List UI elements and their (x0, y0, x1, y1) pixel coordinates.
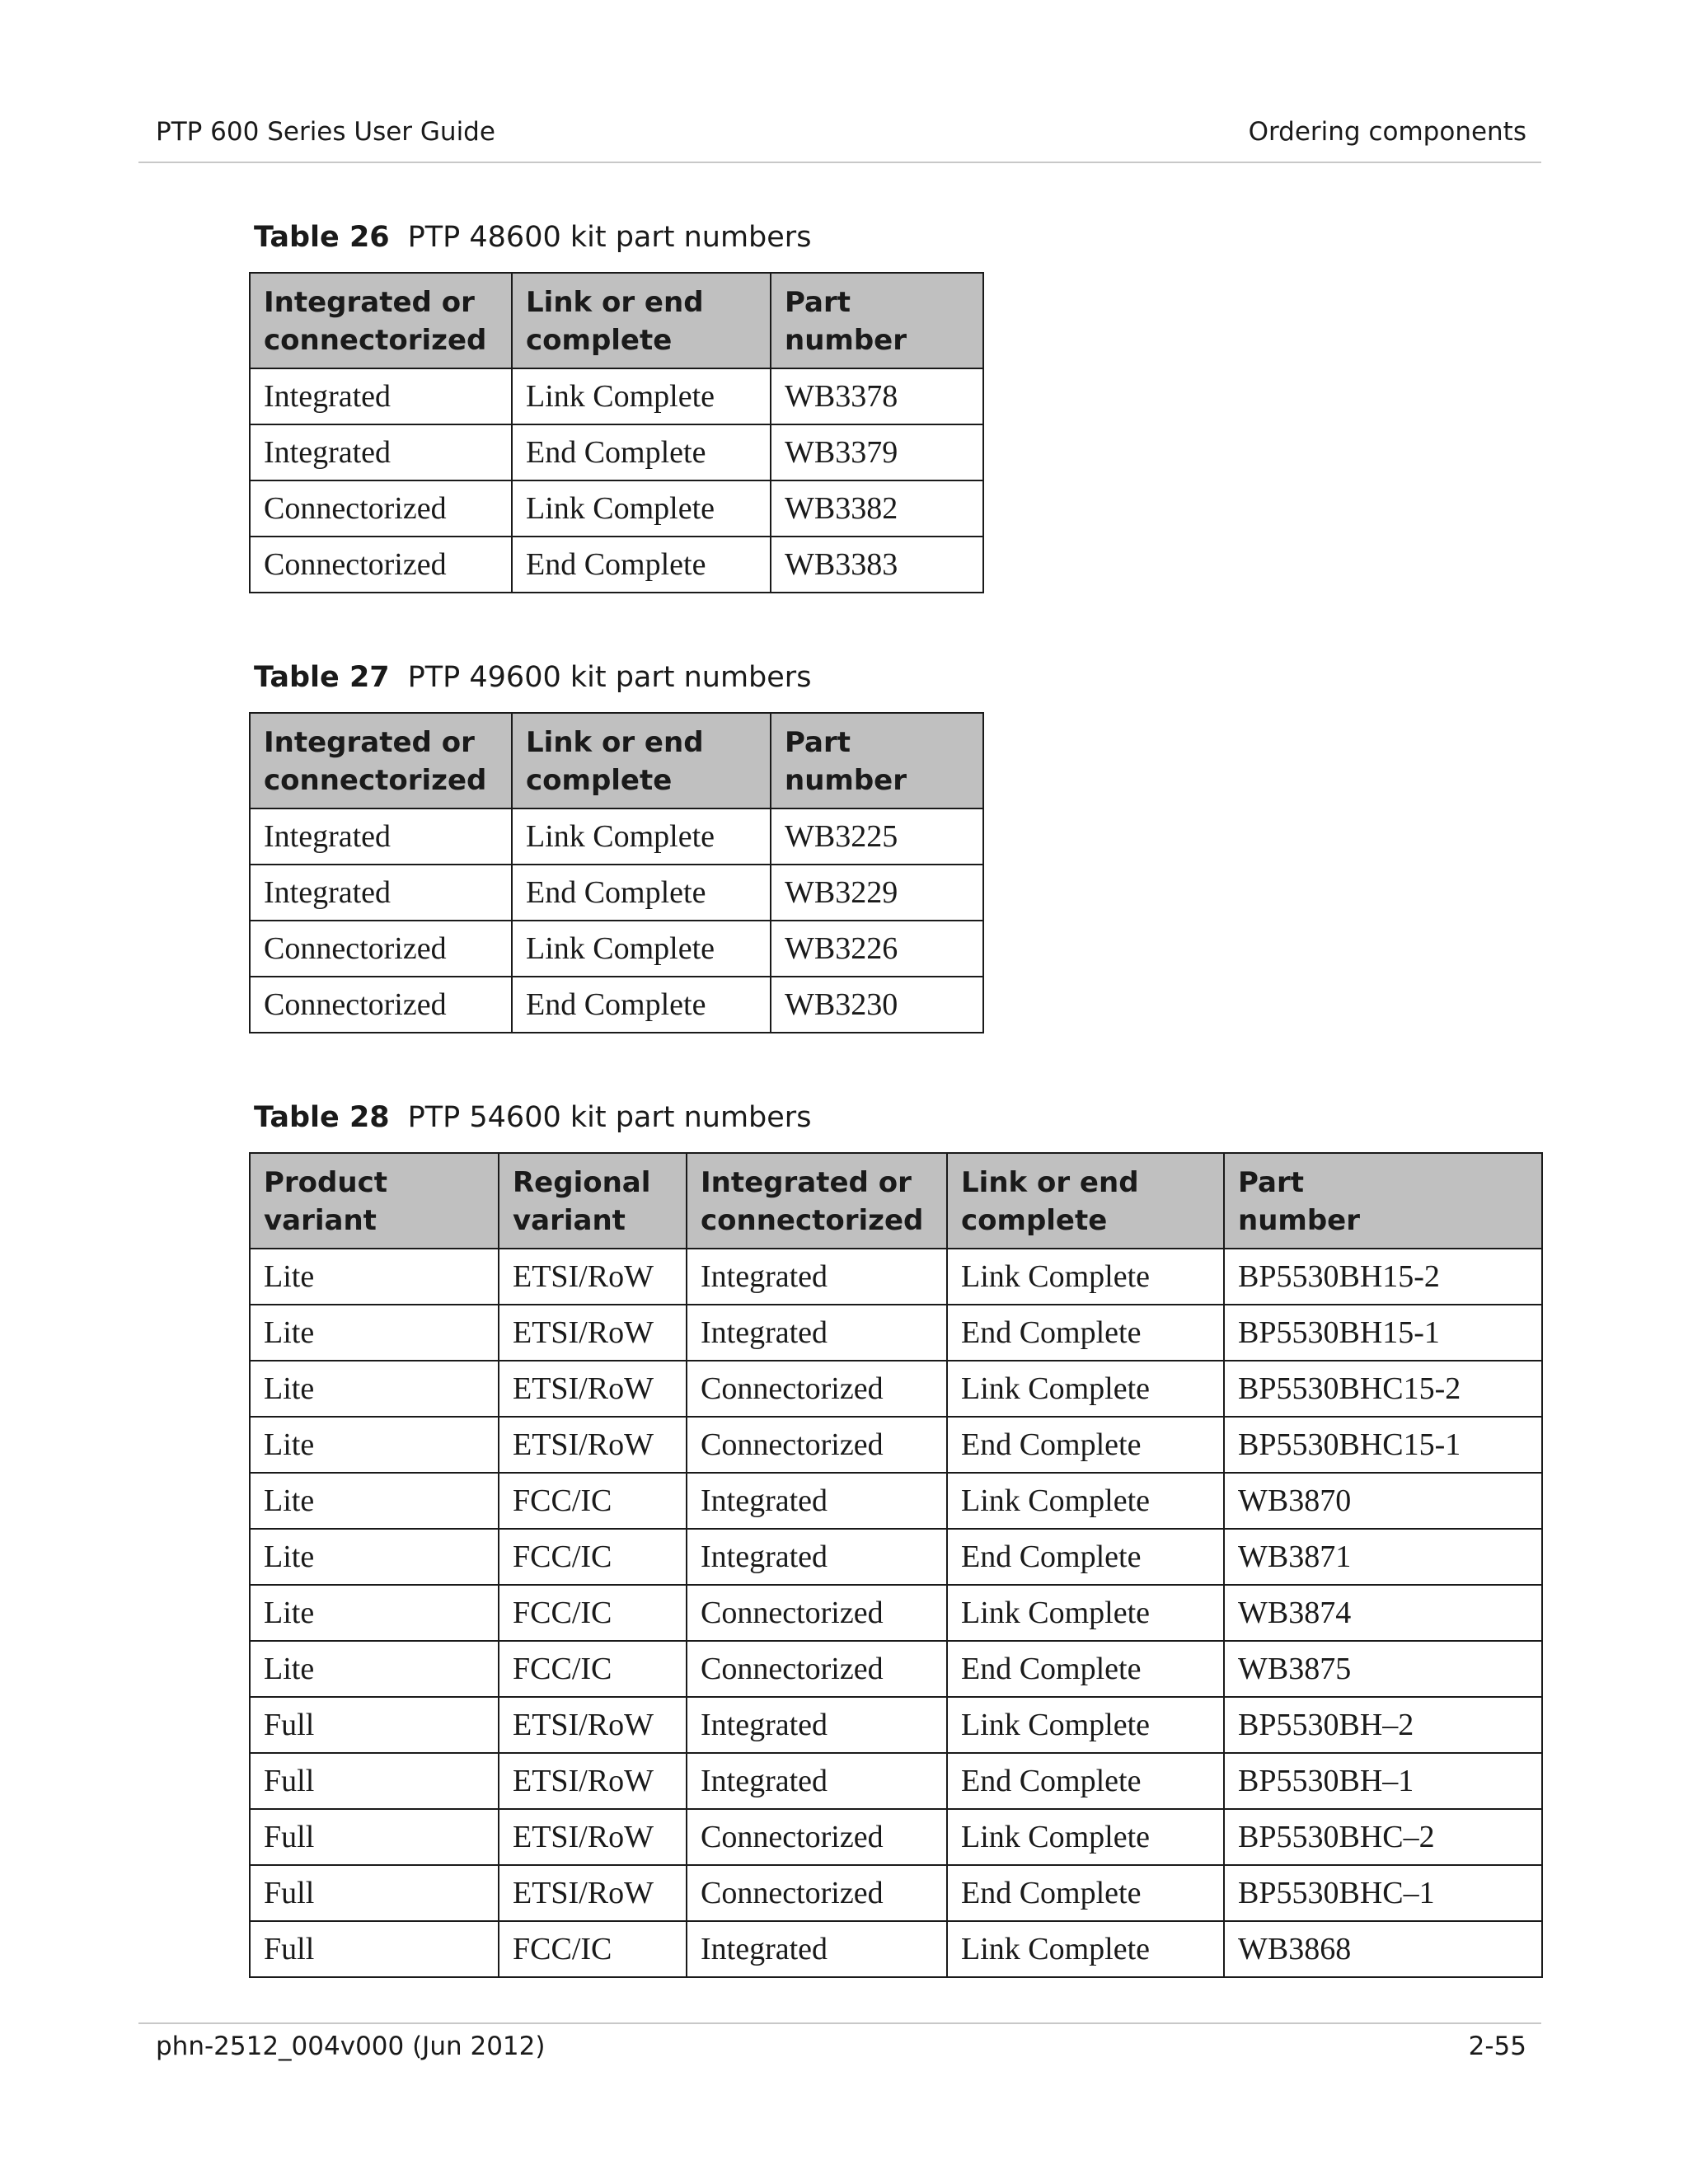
table-row (250, 1305, 1542, 1361)
table-cell: Link Complete (947, 1361, 1224, 1417)
footer-doc-id: phn-2512_004v000 (Jun 2012) (156, 2032, 546, 2061)
table-cell: Lite (250, 1361, 499, 1417)
table-cell: Link Complete (947, 1697, 1224, 1753)
table-cell: Lite (250, 1641, 499, 1697)
table-cell: End Complete (947, 1753, 1224, 1809)
table-cell: Integrated (687, 1529, 947, 1585)
table-26-caption (254, 218, 984, 257)
table-row (250, 1921, 1542, 1977)
table-27-title: PTP 49600 kit part numbers (407, 661, 812, 694)
table-row (250, 1809, 1542, 1865)
table-cell: Connectorized (250, 921, 512, 977)
table-cell: BP5530BH15-2 (1224, 1249, 1542, 1305)
table-row (250, 1865, 1542, 1921)
table-cell: Link Complete (947, 1809, 1224, 1865)
table-cell: Integrated (687, 1921, 947, 1977)
table-cell: WB3871 (1224, 1529, 1542, 1585)
column-header: Link or end complete (512, 273, 771, 368)
table-row (250, 368, 983, 424)
table-cell: Integrated (250, 368, 512, 424)
table-cell: End Complete (512, 537, 771, 593)
column-header: Part number (771, 713, 983, 808)
table-cell: BP5530BHC15-2 (1224, 1361, 1542, 1417)
table-cell: FCC/IC (499, 1921, 687, 1977)
table-cell: ETSI/RoW (499, 1697, 687, 1753)
column-header: Part number (771, 273, 983, 368)
table-cell: End Complete (947, 1641, 1224, 1697)
table-26-title: PTP 48600 kit part numbers (407, 221, 812, 254)
table-cell: Link Complete (947, 1585, 1224, 1641)
table-cell: WB3382 (771, 480, 983, 537)
table-cell: Integrated (687, 1305, 947, 1361)
table-row (250, 1417, 1542, 1473)
table-cell: Link Complete (512, 368, 771, 424)
table-cell: Lite (250, 1585, 499, 1641)
table-header-row (250, 1153, 1542, 1249)
table-cell: FCC/IC (499, 1529, 687, 1585)
table-cell: Link Complete (947, 1473, 1224, 1529)
table-row (250, 1753, 1542, 1809)
table-cell: Connectorized (250, 537, 512, 593)
table-row (250, 808, 983, 865)
table-row (250, 1697, 1542, 1753)
table-cell: Link Complete (512, 921, 771, 977)
table-row (250, 480, 983, 537)
table-cell: WB3870 (1224, 1473, 1542, 1529)
table-cell: Connectorized (687, 1809, 947, 1865)
table-row (250, 537, 983, 593)
table-cell: BP5530BHC–2 (1224, 1809, 1542, 1865)
column-header: Regional variant (499, 1153, 687, 1249)
table-cell: Connectorized (687, 1417, 947, 1473)
table-28-title: PTP 54600 kit part numbers (407, 1101, 812, 1134)
footer-divider (138, 2022, 1541, 2024)
table-cell: Link Complete (512, 480, 771, 537)
table-cell: Lite (250, 1473, 499, 1529)
table-cell: WB3378 (771, 368, 983, 424)
header-section-title: Ordering components (1248, 117, 1526, 147)
table-cell: ETSI/RoW (499, 1361, 687, 1417)
table-cell: WB3868 (1224, 1921, 1542, 1977)
table-header-row (250, 713, 983, 808)
table-cell: Connectorized (687, 1361, 947, 1417)
table-26-block (249, 218, 984, 593)
footer-page-number: 2-55 (1468, 2032, 1526, 2061)
table-27 (249, 712, 984, 1033)
table-27-block (249, 658, 984, 1033)
table-row (250, 921, 983, 977)
table-cell: ETSI/RoW (499, 1249, 687, 1305)
table-cell: Lite (250, 1305, 499, 1361)
table-cell: Connectorized (687, 1641, 947, 1697)
table-cell: End Complete (947, 1529, 1224, 1585)
table-row (250, 1249, 1542, 1305)
table-cell: FCC/IC (499, 1585, 687, 1641)
table-cell: BP5530BH–1 (1224, 1753, 1542, 1809)
table-row (250, 977, 983, 1033)
page-header (156, 114, 1526, 150)
table-cell: End Complete (512, 424, 771, 480)
table-cell: Connectorized (687, 1585, 947, 1641)
table-cell: BP5530BH–2 (1224, 1697, 1542, 1753)
table-cell: Integrated (250, 808, 512, 865)
table-cell: BP5530BHC–1 (1224, 1865, 1542, 1921)
table-cell: Integrated (687, 1697, 947, 1753)
table-cell: Lite (250, 1529, 499, 1585)
column-header: Integrated or connectorized (250, 273, 512, 368)
table-cell: Integrated (687, 1249, 947, 1305)
table-cell: Link Complete (947, 1921, 1224, 1977)
table-cell: BP5530BH15-1 (1224, 1305, 1542, 1361)
header-doc-title: PTP 600 Series User Guide (156, 117, 495, 147)
table-cell: WB3874 (1224, 1585, 1542, 1641)
table-row (250, 1529, 1542, 1585)
column-header: Part number (1224, 1153, 1542, 1249)
table-28-block (249, 1098, 1543, 1978)
table-cell: Integrated (250, 424, 512, 480)
page-footer (156, 2028, 1526, 2064)
table-cell: Connectorized (687, 1865, 947, 1921)
table-row (250, 1473, 1542, 1529)
header-divider (138, 162, 1541, 163)
table-cell: WB3875 (1224, 1641, 1542, 1697)
table-cell: Full (250, 1809, 499, 1865)
table-cell: ETSI/RoW (499, 1305, 687, 1361)
table-26 (249, 272, 984, 593)
table-cell: Link Complete (947, 1249, 1224, 1305)
table-row (250, 424, 983, 480)
table-cell: Integrated (687, 1473, 947, 1529)
table-cell: Link Complete (512, 808, 771, 865)
table-cell: WB3379 (771, 424, 983, 480)
column-header: Link or end complete (512, 713, 771, 808)
table-28 (249, 1152, 1543, 1978)
table-cell: Full (250, 1865, 499, 1921)
table-cell: Full (250, 1697, 499, 1753)
table-cell: Connectorized (250, 977, 512, 1033)
table-cell: WB3230 (771, 977, 983, 1033)
table-cell: Connectorized (250, 480, 512, 537)
table-row (250, 1585, 1542, 1641)
table-cell: ETSI/RoW (499, 1417, 687, 1473)
table-cell: WB3229 (771, 865, 983, 921)
table-27-number: Table 27 (254, 661, 390, 694)
table-cell: ETSI/RoW (499, 1809, 687, 1865)
table-28-caption (254, 1098, 1543, 1137)
table-cell: End Complete (947, 1417, 1224, 1473)
column-header: Product variant (250, 1153, 499, 1249)
table-cell: Full (250, 1921, 499, 1977)
table-cell: ETSI/RoW (499, 1753, 687, 1809)
table-cell: Integrated (250, 865, 512, 921)
table-header-row (250, 273, 983, 368)
column-header: Integrated or connectorized (687, 1153, 947, 1249)
table-cell: FCC/IC (499, 1641, 687, 1697)
table-cell: FCC/IC (499, 1473, 687, 1529)
table-cell: Lite (250, 1417, 499, 1473)
table-cell: BP5530BHC15-1 (1224, 1417, 1542, 1473)
table-row (250, 1641, 1542, 1697)
table-cell: End Complete (512, 865, 771, 921)
table-cell: ETSI/RoW (499, 1865, 687, 1921)
table-26-number: Table 26 (254, 221, 390, 254)
table-cell: WB3226 (771, 921, 983, 977)
column-header: Integrated or connectorized (250, 713, 512, 808)
table-row (250, 865, 983, 921)
table-cell: Lite (250, 1249, 499, 1305)
table-cell: WB3383 (771, 537, 983, 593)
table-27-caption (254, 658, 984, 697)
table-28-number: Table 28 (254, 1101, 390, 1134)
table-cell: Full (250, 1753, 499, 1809)
table-cell: End Complete (947, 1865, 1224, 1921)
table-cell: End Complete (512, 977, 771, 1033)
table-row (250, 1361, 1542, 1417)
table-cell: End Complete (947, 1305, 1224, 1361)
table-cell: WB3225 (771, 808, 983, 865)
table-cell: Integrated (687, 1753, 947, 1809)
column-header: Link or end complete (947, 1153, 1224, 1249)
